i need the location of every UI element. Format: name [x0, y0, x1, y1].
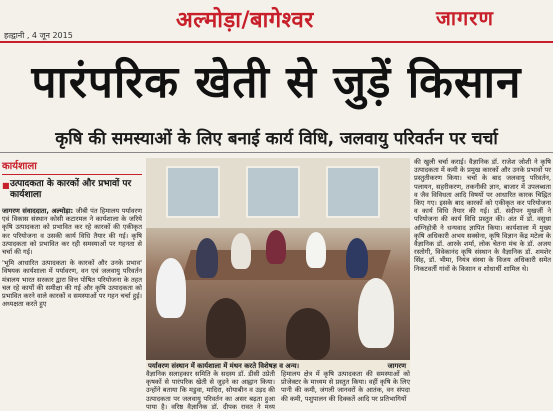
photo-person — [286, 308, 330, 360]
dateline: हल्द्वानी , 4 जून 2015 — [4, 31, 73, 40]
article-paragraph: 'भूमि आधारित उत्पादकता के कारकों और उनके प्रभाव' विषयक कार्यशाला में पर्यावरण, वन एवं जलवायु परिवर्तन मंत्रालय भारत सरकार द्वारा वित्त पोषित परियोजना के तहत चल रहे कार्यों की समीक्षा की गई और कृषि उत्पादकता को प्रभावित करने वाले कारकों व समस्याओं पर गहन चर्चा हुई। अध्यक्षता करते हुए — [2, 259, 142, 309]
center-column — [146, 370, 410, 411]
photo-person — [346, 238, 368, 278]
highlight-text: उत्पादकता के कारकों और प्रभावों पर कार्यशाला — [10, 179, 132, 200]
left-column — [2, 158, 142, 405]
photo-person — [206, 298, 246, 358]
article-paragraph: वैज्ञानिक सलाहकार समिति के सदस्य डॉ. डीसी उप्रेती कृषकों से पारंपरिक खेती से जुड़ने का आह्वान किया। उन्होंने बताया कि मडुवा, मादिरा, सोयाबीन व उड़द की उत्पादकता पर जलवायु परिवर्तन का असर बढ़ता हुआ पाया है। वरिष्ठ वैज्ञानिक डॉ. दीपक रावत ने मध्य हिमालय क्षेत्र में कृषि उत्पादकता की समस्याओं को प्रोजेक्टर के माध्यम से प्रस्तुत किया। वहीं कृषि के लिए पानी की कमी, जंगली जानवरों के आतंक, वन संपदा की कमी, पशुपालन की दिक्कतें आदि पर प्रतिभागियों — [146, 370, 410, 411]
kicker-label: कार्यशाला — [2, 158, 142, 175]
photo-window — [246, 166, 300, 218]
photo-window — [326, 166, 380, 218]
article-paragraph: की खुली चर्चा कराई। वैज्ञानिक डॉ. राजेश जोशी ने कृषि उत्पादकता में कमी के प्रमुख कारकों और उनके प्रभावों पर प्रस्तुतीकरण किया। चर्चा के बाद जलवायु परिवर्तन, पलायन, सहरीकरण, तकनीकी ज्ञान, बाजार में उपलब्धता व जैव विविधता आदि विषयों पर आधारित कारक चिह्नित किए गए। इसके बाद कारकों को एकीकृत कर परियोजना व कार्य विधि तैयार की गई। डॉ. संदीपन मुखर्जी ने परियोजना की कार्य विधि प्रस्तुत की। अंत में डॉ. वसुधा अग्निहोत्री ने धन्यवाद ज्ञापित किया। कार्यशाला में मुख्य कृषि अधिकारी अभय सक्सेना, कृषि विज्ञान केंद्र मटेला के वैज्ञानिक डॉ. आरके शर्मा, लोक चेतना मंच के डॉ. अजय रस्तोगी, विवेकानंद कृषि संस्थान के वैज्ञानिक डॉ. शमशेर सिंह, डॉ. भीमा, नियंत्र संस्था के विजय अधिकारी समेत निकटवर्ती गांवों के किसान व शोधार्थी शामिल थे। — [414, 158, 551, 273]
workshop-photo — [146, 158, 410, 360]
lede-text: जीबी पंत हिमालय पर्यावरण एवं विकास संस्थान कोसी कटारमल ने कार्यशाला के जरिये कृषि उत्पादकता को प्रभावित कर रहे कारकों की एकीकृत कर परियोजना व उसकी कार्य विधि तैयार की गई। कृषि उत्पादकता को प्रभावित कर रही समस्याओं पर गहनता से चर्चा की गई। — [2, 207, 142, 257]
photo-person — [266, 230, 286, 264]
photo-credit: जागरण — [387, 362, 406, 370]
photo-person — [196, 238, 218, 278]
article-lede — [2, 207, 142, 256]
newspaper-brand-logo: जागरण — [436, 6, 494, 30]
headline: पारंपरिक खेती से जुड़ें किसान — [31, 57, 522, 108]
highlight-bullet — [2, 179, 142, 201]
byline: जागरण संवाददाता, अल्मोड़ा: — [2, 207, 74, 215]
section-title: अल्मोड़ा/बागेश्वर — [176, 8, 314, 33]
photo-window — [166, 166, 220, 218]
photo-person — [156, 258, 186, 318]
photo-person — [358, 278, 394, 348]
masthead-rule — [0, 41, 553, 43]
right-column — [414, 158, 551, 405]
masthead — [0, 0, 553, 42]
photo-person — [231, 233, 251, 269]
bullet-square-icon: ■ — [2, 181, 10, 190]
divider — [0, 152, 553, 153]
caption-text: पर्यावरण संस्थान में कार्यशाला में मंथन करते विशेषज्ञ व अन्य। — [148, 362, 300, 370]
photo-person — [306, 232, 326, 268]
subheadline: कृषि की समस्याओं के लिए बनाई कार्य विधि, जलवायु परिवर्तन पर चर्चा — [55, 129, 498, 149]
